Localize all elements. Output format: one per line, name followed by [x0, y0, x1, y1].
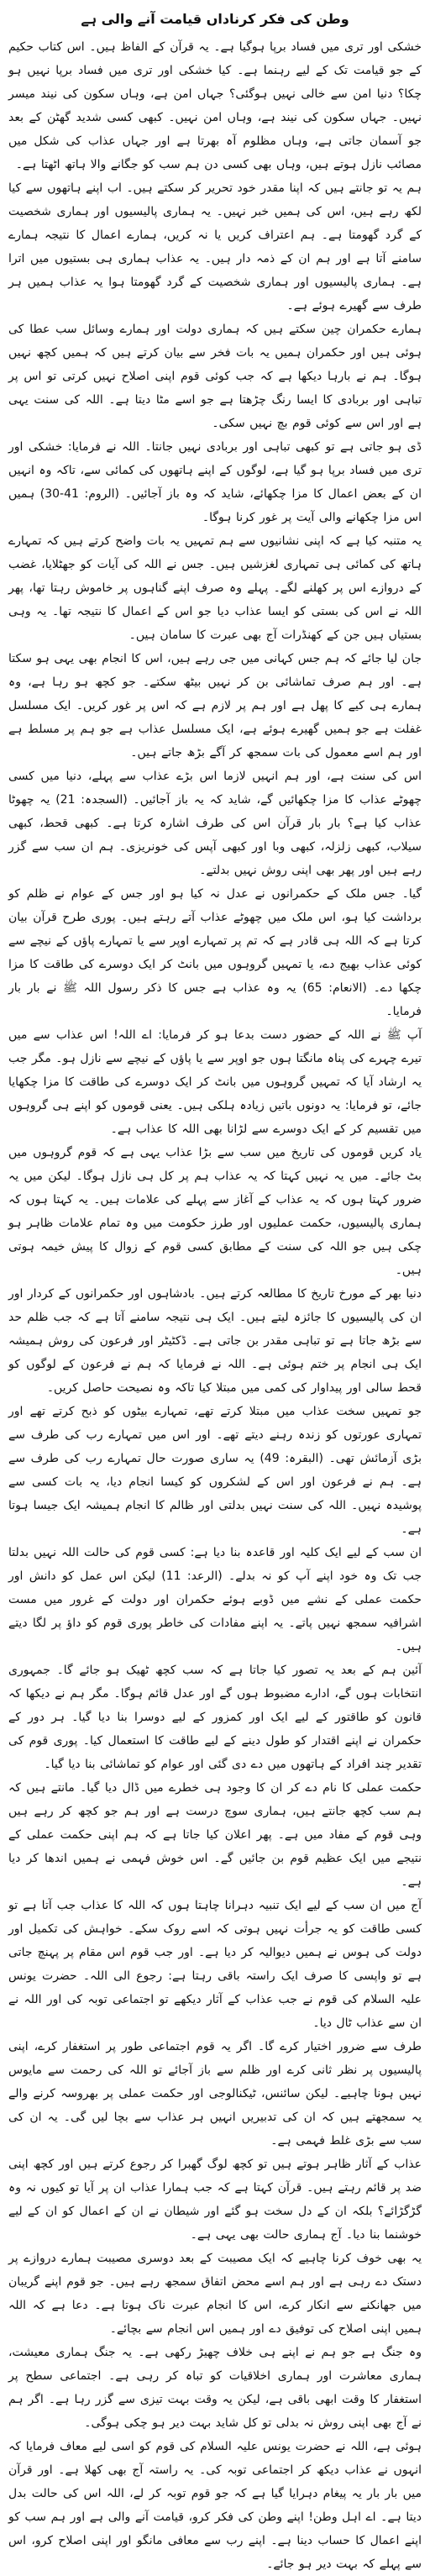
- article-paragraph: آئین ہم کے بعد یہ تصور کیا جاتا ہے کہ سب کچھ ٹھیک ہو جائے گا۔ جمہوری انتخابات ہوں گے، ادارے مضبوط ہوں گے اور عدل قائم ہوگا۔ مگر ہم نے دیکھا کہ قانون کو طاقتور کے لیے ایک اور کمزور کے لیے دوسرا بنا دیا گیا۔ ہر دور کے حکمران نے اپنے اقتدار کو طول دینے کے لیے طاقت کا استعمال کیا۔ پوری قوم کی تقدیر چند افراد کے ہاتھوں میں دے دی گئی اور عوام کو تماشائی بنا دیا گیا۔: [8, 1664, 422, 1771]
- article-paragraph: ڈی ہو جاتی ہے تو کبھی تباہی اور بربادی نہیں جانتا۔ اللہ نے فرمایا: خشکی اور تری میں فساد برپا ہو گیا ہے، لوگوں کے اپنے ہاتھوں کی کمائی سے، تاکہ وہ انہیں ان کے بعض اعمال کا مزا چکھائے، شاید کہ وہ باز آجائیں۔ (الروم: 41-30) ہمیں اس مزا چکھانے والی آیت پر غور کرنا ہوگا۔: [8, 440, 422, 524]
- article-paragraph: عذاب کے آثار ظاہر ہوتے ہیں تو کچھ لوگ گھبرا کر رجوع کرتے ہیں اور کچھ اپنی ضد پر قائم رہتے ہیں۔ قرآن کہتا ہے کہ جب ہمارا عذاب ان پر آیا تو کیوں نہ وہ گڑگڑائے؟ بلکہ ان کے دل سخت ہو گئے اور شیطان نے ان کے اعمال کو ان کے لیے خوشنما بنا دیا۔ آج ہماری حالت بھی یہی ہے۔: [8, 2158, 422, 2242]
- article-body: [8, 35, 422, 2576]
- article-paragraph: آج میں ان سب کے لیے ایک تنبیہ دہرانا چاہتا ہوں کہ اللہ کا عذاب جب آتا ہے تو کسی طاقت کو یہ جرأت نہیں ہوتی کہ اسے روک سکے۔ خواہش کی تکمیل اور دولت کی ہوس نے ہمیں دیوالیہ کر دیا ہے۔ اور جب قوم اس مقام پر پہنچ جاتی ہے تو واپسی کا صرف ایک راستہ باقی رہتا ہے: رجوع الی اللہ۔ حضرت یونس علیہ السلام کی قوم نے جب عذاب کے آثار دیکھے تو اجتماعی توبہ کی اور اللہ نے ان سے عذاب ٹال دیا۔: [8, 1899, 422, 2030]
- article-paragraph: حکمت عملی کا نام دے کر ان کا وجود ہی خطرے میں ڈال دیا گیا۔ مانتے ہیں کہ ہم سب کچھ جانتے ہیں، ہماری سوچ درست ہے اور ہم جو کچھ کر رہے ہیں وہی قوم کے مفاد میں ہے۔ پھر اعلان کیا جاتا ہے کہ ہم اپنی حکمت عملی کے نتیجے میں ایک عظیم قوم بن جائیں گے۔ اس خوش فہمی نے ہمیں اندھا کر دیا ہے۔: [8, 1781, 422, 1889]
- article-paragraph: جان لیا جائے کہ ہم جس کہانی میں جی رہے ہیں، اس کا انجام بھی یہی ہو سکتا ہے۔ اور ہم صرف تماشائی بن کر نہیں بیٹھ سکتے۔ جو کچھ ہو رہا ہے، وہ ہمارے ہی کیے کا پھل ہے اور ہم پر لازم ہے کہ اس پر غور کریں۔ ایک مسلسل غفلت ہے جو ہمیں گھیرے ہوئے ہے، ایک مسلسل عذاب ہے جو ہم پر مسلط ہے اور ہم اسے معمول کی بات سمجھ کر آگے بڑھ جاتے ہیں۔: [8, 652, 422, 760]
- article-paragraph: اس کی سنت ہے، اور ہم انہیں لازما اس بڑے عذاب سے پہلے، دنیا میں کسی چھوٹے عذاب کا مزا چکھائیں گے، شاید کہ یہ باز آجائیں۔ (السجدہ: 21) یہ چھوٹا عذاب کیا ہے؟ بار بار قرآن اس کی طرف اشارہ کرتا ہے۔ کبھی قحط، کبھی سیلاب، کبھی زلزلہ، کبھی وبا اور کبھی آپس کی خونریزی۔ ہم ان سب سے گزر رہے ہیں اور پھر بھی اپنی روش نہیں بدلتے۔: [8, 770, 422, 877]
- article-paragraph: ان سب کے لیے ایک کلیہ اور قاعدہ بنا دیا ہے: کسی قوم کی حالت اللہ نہیں بدلتا جب تک وہ خود اپنے آپ کو نہ بدلے۔ (الرعد: 11) لیکن اس عمل کو دانش اور حکمت عملی کے نشے میں ڈوبے ہوئے حکمران اور دولت کے غرور میں مست اشرافیہ سمجھ نہیں پاتے۔ یہ اپنے مفادات کی خاطر پوری قوم کو داؤ پر لگا دیتے ہیں۔: [8, 1546, 422, 1653]
- article-paragraph: یہ بھی خوف کرنا چاہیے کہ ایک مصیبت کے بعد دوسری مصیبت ہمارے دروازے پر دستک دے رہی ہے اور ہم اسے محض اتفاق سمجھ رہے ہیں۔ جو قوم اپنے گریبان میں جھانکنے سے انکار کرے، اس کا انجام عبرت ناک ہوتا ہے۔ دعا ہے کہ اللہ ہمیں اپنی اصلاح کی توفیق دے اور ہمیں اس انجام سے بچائے۔: [8, 2252, 422, 2336]
- article-paragraph: جو تمہیں سخت عذاب میں مبتلا کرتے تھے، تمہارے بیٹوں کو ذبح کرتے تھے اور تمہاری عورتوں کو زندہ رہنے دیتے تھے۔ اور اس میں تمہارے رب کی طرف سے بڑی آزمائش تھی۔ (البقرہ: 49) یہ ساری صورت حال تمہارے رب کی طرف سے ہے۔ ہم نے فرعون اور اس کے لشکروں کو کیسا انجام دیا، یہ بات کسی سے پوشیدہ نہیں۔ اللہ کی سنت نہیں بدلتی اور ظالم کا انجام ہمیشہ ایک جیسا ہوتا ہے۔: [8, 1405, 422, 1536]
- article-paragraph: ہمارے حکمران چین سکتے ہیں کہ ہماری دولت اور ہمارے وسائل سب عطا کی ہوئی ہیں اور حکمران ہمیں یہ بات فخر سے بیان کرتے ہیں کہ ہمیں کچھ نہیں ہوگا۔ ہم نے بارہا دیکھا ہے کہ جب کوئی قوم اپنی اصلاح نہیں کرتی تو اس پر تباہی اور بربادی کا ایسا رنگ چڑھتا ہے جو اسے مٹا دیتا ہے۔ اللہ کی سنت یہی ہے اور اس سے کوئی قوم بچ نہیں سکی۔: [8, 323, 422, 430]
- article-paragraph: گیا۔ جس ملک کے حکمرانوں نے عدل نہ کیا ہو اور جس کے عوام نے ظلم کو برداشت کیا ہو، اس ملک میں چھوٹے عذاب آتے رہتے ہیں۔ پوری طرح قرآن بیان کرتا ہے کہ اللہ ہی قادر ہے کہ تم پر تمہارے اوپر سے یا تمہارے پاؤں کے نیچے سے کوئی عذاب بھیج دے، یا تمہیں گروہوں میں بانٹ کر ایک دوسرے کی طاقت کا مزا چکھا دے۔ (الانعام: 65) یہ وہ عذاب ہے جس کا ذکر رسول اللہ ﷺ نے بار بار فرمایا۔: [8, 887, 422, 1018]
- article-paragraph: وہ جنگ ہے جو ہم نے اپنے ہی خلاف چھیڑ رکھی ہے۔ یہ جنگ ہماری معیشت، ہماری معاشرت اور ہماری اخلاقیات کو تباہ کر رہی ہے۔ اجتماعی سطح پر استغفار کا وقت ابھی باقی ہے، لیکن یہ وقت بہت تیزی سے گزر رہا ہے۔ اگر ہم نے آج بھی اپنی روش نہ بدلی تو کل شاید بہت دیر ہو چکی ہوگی۔: [8, 2346, 422, 2430]
- article-paragraph: ہوئی ہے، اللہ نے حضرت یونس علیہ السلام کی قوم کو اسی لیے معاف فرمایا کہ انہوں نے عذاب دیکھ کر اجتماعی توبہ کی۔ یہ راستہ آج بھی کھلا ہے۔ اور قرآن میں بار بار یہ پیغام دہرایا گیا ہے کہ جو قوم توبہ کر لے، اللہ اس کی حالت بدل دیتا ہے۔ اے اہل وطن! اپنے وطن کی فکر کرو، قیامت آنے والی ہے اور ہم سب کو اپنے اعمال کا حساب دینا ہے۔ اپنے رب سے معافی مانگو اور اپنی اصلاح کرو، اس سے پہلے کہ بہت دیر ہو جائے۔: [8, 2440, 422, 2571]
- article-headline: وطن کی فکر کرناداں قیامت آنے والی ہے: [81, 11, 349, 27]
- article-paragraph: آپ ﷺ نے اللہ کے حضور دست بدعا ہو کر فرمایا: اے اللہ! اس عذاب سے میں تیرے چہرے کی پناہ مانگتا ہوں جو اوپر سے یا پاؤں کے نیچے سے نازل ہو۔ مگر جب یہ ارشاد آیا کہ تمہیں گروہوں میں بانٹ کر ایک دوسرے کی طاقت کا مزا چکھایا جائے، تو فرمایا: یہ دونوں باتیں زیادہ ہلکی ہیں۔ یعنی قوموں کو اپنے ہی گروہوں میں تقسیم کر کے ایک دوسرے سے لڑانا بھی اللہ کا عذاب ہے۔: [8, 1028, 422, 1136]
- article-paragraph: خشکی اور تری میں فساد برپا ہوگیا ہے۔ یہ قرآن کے الفاظ ہیں۔ اس کتاب حکیم کے جو قیامت تک کے لیے رہنما ہے۔ کیا خشکی اور تری میں فساد برپا نہیں ہو چکا؟ دنیا امن سے خالی نہیں ہوگئی؟ جہاں امن ہے، وہاں سکون کی نیند میسر نہیں۔ جہاں سکون کی نیند ہے، وہاں امن نہیں۔ کبھی کسی شدید گھٹن کے بعد جو آسمان جاتی ہے، وہاں مظلوم آہ بھرتا ہے اور جہاں عذاب کی شکل میں مصائب نازل ہوتے ہیں، وہاں بھی کسی دن ہم سب کو جگانے والا ہاتھ اٹھتا ہے۔: [8, 40, 422, 171]
- article-paragraph: طرف سے ضرور اختیار کرے گا۔ اگر یہ قوم اجتماعی طور پر استغفار کرے، اپنی پالیسیوں پر نظر ثانی کرے اور ظلم سے باز آجائے تو اللہ کی رحمت سے مایوس نہیں ہونا چاہیے۔ لیکن سائنس، ٹیکنالوجی اور حکمت عملی پر بھروسہ کرنے والے یہ سمجھتے ہیں کہ ان کی تدبیریں انہیں ہر عذاب سے بچا لیں گی۔ یہ ان کی سب سے بڑی غلط فہمی ہے۔: [8, 2040, 422, 2148]
- article-paragraph: ہم یہ تو جانتے ہیں کہ اپنا مقدر خود تحریر کر سکتے ہیں۔ اب اپنے ہاتھوں سے کیا لکھ رہے ہیں، اس کی ہمیں خبر نہیں۔ یہ ہماری پالیسیوں اور ہماری شخصیت کے گرد گھومتا ہے۔ ہم اعتراف کریں یا نہ کریں، ہمارے اعمال کا نتیجہ ہمارے سامنے آتا ہے اور ہم ان کے ذمہ دار ہیں۔ یہ عذاب ہماری ہی بستیوں میں اترا ہے۔ ہماری پالیسیوں اور ہماری شخصیت کے گرد گھومتا ہوا یہ عذاب ہمیں ہر طرف سے گھیرے ہوئے ہے۔: [8, 181, 422, 313]
- article-paragraph: یاد کریں قوموں کی تاریخ میں سب سے بڑا عذاب یہی ہے کہ قوم گروہوں میں بٹ جائے۔ میں یہ نہیں کہتا کہ یہ عذاب ہم پر کل ہی نازل ہوگا۔ لیکن میں یہ ضرور کہتا ہوں کہ یہ عذاب کے آغاز سے پہلے کی علامات ہیں۔ یہ کہتا ہوں کہ ہماری پالیسیوں، حکمت عملیوں اور طرز حکومت میں وہ تمام علامات ظاہر ہو چکی ہیں جو اللہ کی سنت کے مطابق کسی قوم کے زوال کا پیش خیمہ ہوتی ہیں۔: [8, 1146, 422, 1277]
- article-paragraph: یہ متنبہ کیا ہے کہ اپنی نشانیوں سے ہم تمہیں یہ بات واضح کرتے ہیں کہ تمہارے ہاتھ کی کمائی ہی تمہاری لغزشیں ہیں۔ جس نے اللہ کی آیات کو جھٹلایا، غضب کے دروازے اس پر کھلنے لگے۔ پہلے وہ صرف اپنے گناہوں پر خاموش رہتا تھا، پھر اللہ نے اس کی بستی کو ایسا عذاب دیا جو اس کے اعمال کا نتیجہ تھا۔ یہ وہی بستیاں ہیں جن کے کھنڈرات آج بھی عبرت کا سامان ہیں۔: [8, 534, 422, 642]
- article-paragraph: دنیا بھر کے مورخ تاریخ کا مطالعہ کرتے ہیں۔ بادشاہوں اور حکمرانوں کے کردار اور ان کی پالیسیوں کا جائزہ لیتے ہیں۔ ایک ہی نتیجہ سامنے آتا ہے کہ جب ظلم حد سے بڑھ جاتا ہے تو تباہی مقدر بن جاتی ہے۔ ڈکٹیٹر اور فرعون کی روش ہمیشہ ایک ہی انجام پر ختم ہوئی ہے۔ اللہ نے فرمایا کہ ہم نے فرعون کے لوگوں کو قحط سالی اور پیداوار کی کمی میں مبتلا کیا تاکہ وہ نصیحت حاصل کریں۔: [8, 1287, 422, 1395]
